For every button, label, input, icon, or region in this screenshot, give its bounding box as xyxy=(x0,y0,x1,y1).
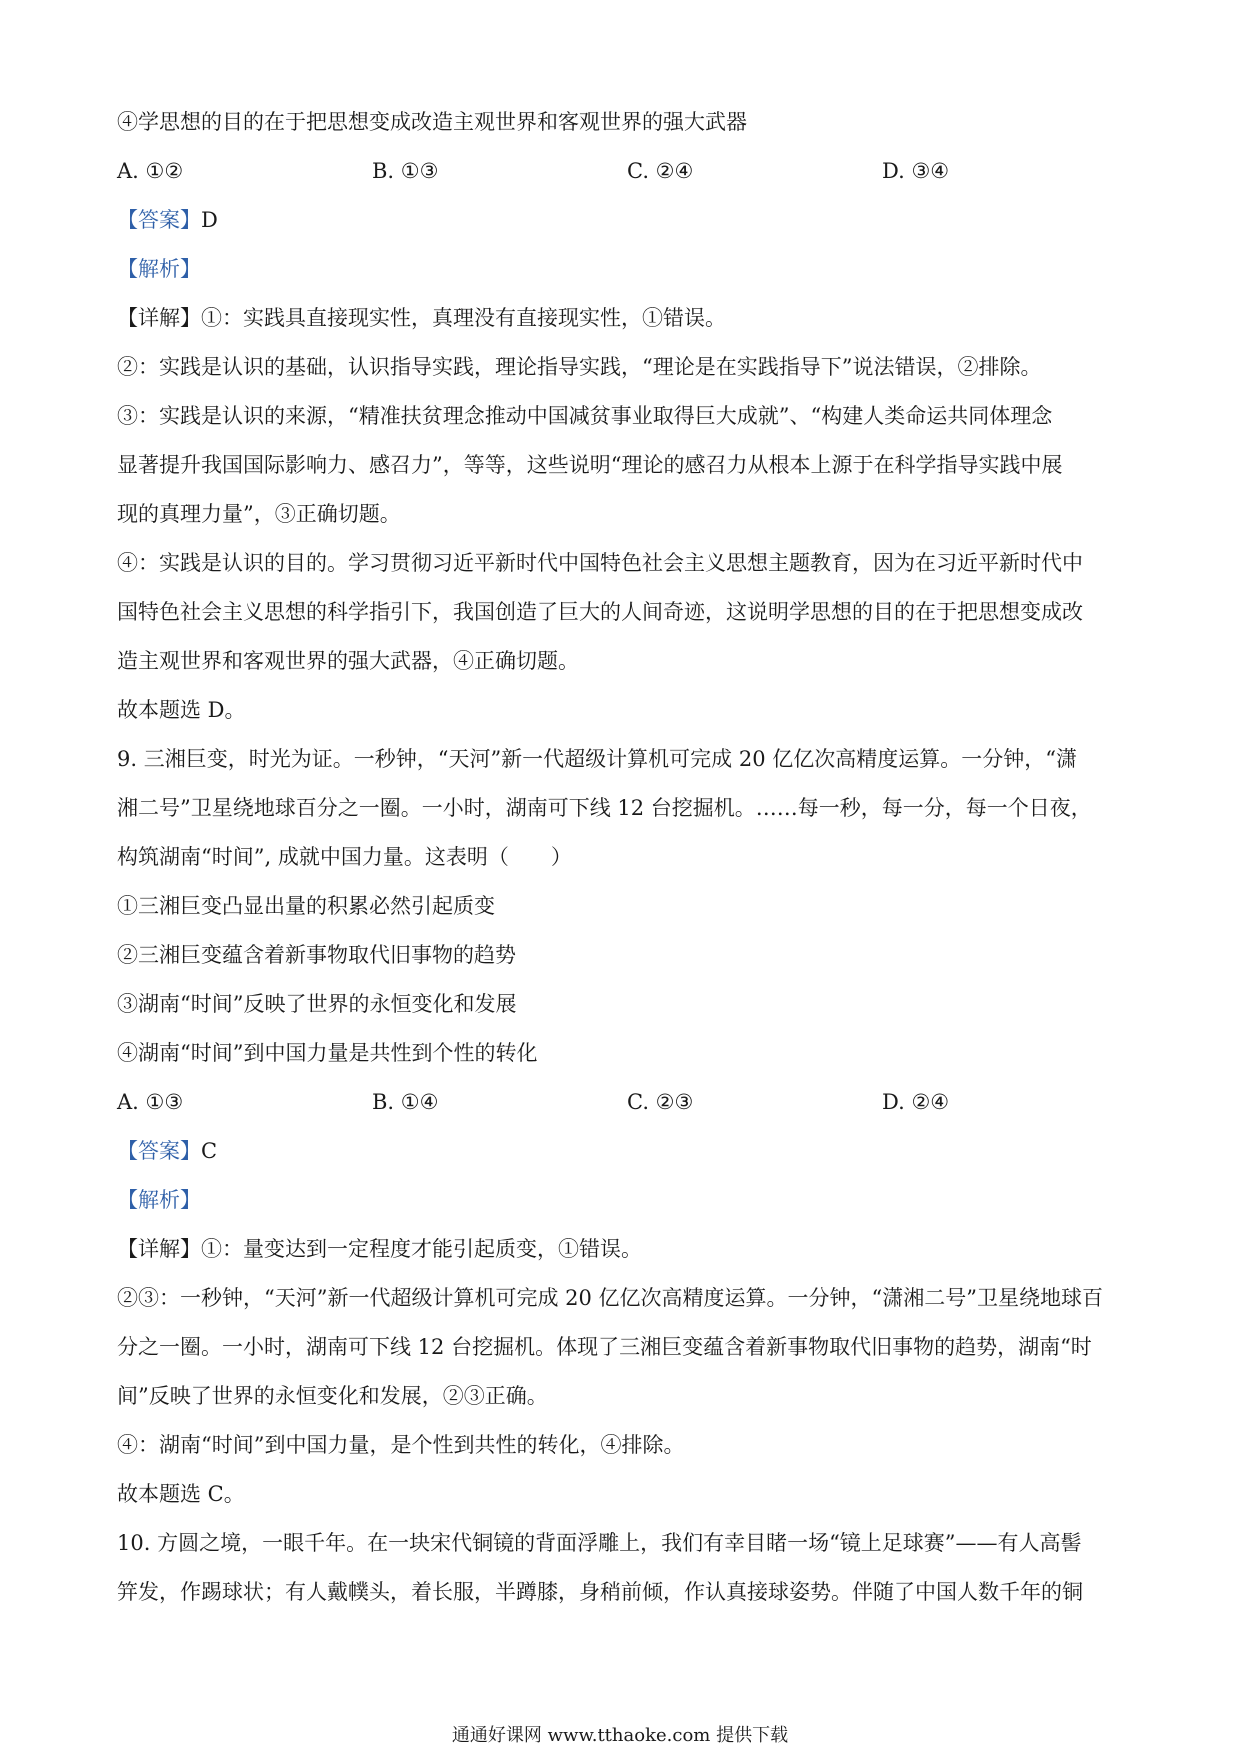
q8-choice-c: C. ②④ xyxy=(627,159,694,183)
q9-choice-c: C. ②③ xyxy=(627,1090,694,1114)
q9-option-1: ①三湘巨变凸显出量的积累必然引起质变 xyxy=(117,894,495,918)
q9-stem-line-1: 9. 三湘巨变，时光为证。一秒钟，“天河”新一代超级计算机可完成 20 亿亿次高精度运算。一分钟，“潇 xyxy=(117,747,1077,771)
q9-choice-d: D. ②④ xyxy=(882,1090,950,1114)
q9-analysis-label: 【解析】 xyxy=(117,1188,201,1212)
q10-stem-line-1: 10. 方圆之境，一眼千年。在一块宋代铜镜的背面浮雕上，我们有幸目睹一场“镜上足球赛”——有人高髻 xyxy=(117,1531,1082,1555)
q9-detail-line-4: 间”反映了世界的永恒变化和发展，②③正确。 xyxy=(117,1384,548,1408)
q9-answer-label: 【答案】 xyxy=(117,1139,201,1163)
q8-choice-a: A. ①② xyxy=(117,159,184,183)
q9-conclusion: 故本题选 C。 xyxy=(117,1482,245,1506)
q8-detail-line-8: 造主观世界和客观世界的强大武器，④正确切题。 xyxy=(117,649,579,673)
q9-detail-line-5: ④：湖南“时间”到中国力量，是个性到共性的转化，④排除。 xyxy=(117,1433,685,1457)
q8-detail-line-4: 显著提升我国国际影响力、感召力”，等等，这些说明“理论的感召力从根本上源于在科学指导实践中展 xyxy=(117,453,1063,477)
q9-choice-b: B. ①④ xyxy=(372,1090,439,1114)
document-body xyxy=(117,98,1137,1617)
q9-option-3: ③湖南“时间”反映了世界的永恒变化和发展 xyxy=(117,992,517,1016)
q9-answer xyxy=(117,1127,1137,1176)
q9-option-4: ④湖南“时间”到中国力量是共性到个性的转化 xyxy=(117,1041,538,1065)
q9-stem-line-3: 构筑湖南“时间”, 成就中国力量。这表明（ ） xyxy=(117,845,572,869)
q9-answer-value: C xyxy=(201,1139,218,1163)
q10-stem-line-2: 笄发，作踢球状；有人戴幞头，着长服，半蹲膝，身稍前倾，作认真接球姿势。伴随了中国人数千年的铜 xyxy=(117,1580,1083,1604)
page-footer: 通通好课网 www.tthaoke.com 提供下载 xyxy=(451,1725,789,1746)
q8-detail-line-3: ③：实践是认识的来源，“精准扶贫理念推动中国减贫事业取得巨大成就”、“构建人类命运共同体理念 xyxy=(117,404,1053,428)
q9-choice-a: A. ①③ xyxy=(117,1090,184,1114)
q9-detail-line-1: 【详解】①：量变达到一定程度才能引起质变，①错误。 xyxy=(117,1237,642,1261)
q8-answer xyxy=(117,196,1137,245)
q8-option-4: ④学思想的目的在于把思想变成改造主观世界和客观世界的强大武器 xyxy=(117,110,747,134)
q8-conclusion: 故本题选 D。 xyxy=(117,698,246,722)
q8-detail-line-6: ④：实践是认识的目的。学习贯彻习近平新时代中国特色社会主义思想主题教育，因为在习近平新时代中 xyxy=(117,551,1083,575)
q8-detail-line-5: 现的真理力量”，③正确切题。 xyxy=(117,502,401,526)
q8-detail-line-2: ②：实践是认识的基础，认识指导实践，理论指导实践，“理论是在实践指导下”说法错误，②排除。 xyxy=(117,355,1042,379)
q8-choice-d: D. ③④ xyxy=(882,159,950,183)
q9-detail-line-3: 分之一圈。一小时，湖南可下线 12 台挖掘机。体现了三湘巨变蕴含着新事物取代旧事物的趋势，湖南“时 xyxy=(117,1335,1092,1359)
q9-detail-line-2: ②③：一秒钟，“天河”新一代超级计算机可完成 20 亿亿次高精度运算。一分钟，“潇湘二号”卫星绕地球百 xyxy=(117,1286,1104,1310)
q9-stem-line-2: 湘二号”卫星绕地球百分之一圈。一小时，湖南可下线 12 台挖掘机。……每一秒，每一分，每一个日夜， xyxy=(117,796,1092,820)
q9-option-2: ②三湘巨变蕴含着新事物取代旧事物的趋势 xyxy=(117,943,516,967)
q8-analysis-label: 【解析】 xyxy=(117,257,201,281)
q8-detail-line-1: 【详解】①：实践具直接现实性，真理没有直接现实性，①错误。 xyxy=(117,306,726,330)
q8-answer-label: 【答案】 xyxy=(117,208,201,232)
q8-choices xyxy=(117,147,1137,196)
q9-choices xyxy=(117,1078,1137,1127)
q8-detail-line-7: 国特色社会主义思想的科学指引下，我国创造了巨大的人间奇迹，这说明学思想的目的在于把思想变成改 xyxy=(117,600,1083,624)
q8-answer-value: D xyxy=(201,208,218,232)
q8-choice-b: B. ①③ xyxy=(372,159,439,183)
